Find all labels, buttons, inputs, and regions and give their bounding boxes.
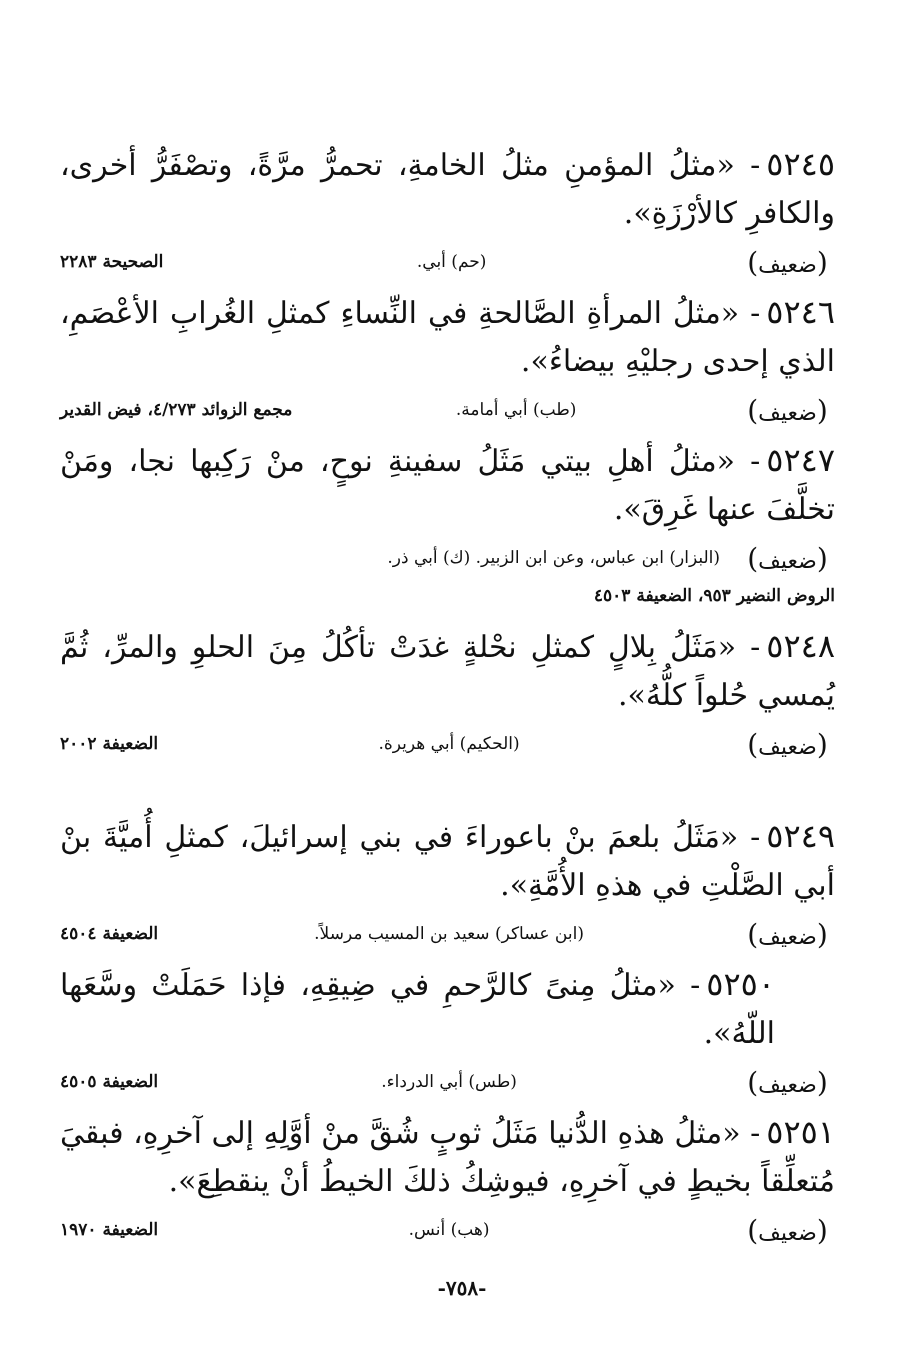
grade-label: (ضعيف) — [747, 917, 828, 951]
citation: (طس) أبي الدرداء. — [381, 1072, 517, 1092]
hadith-text — [60, 812, 835, 910]
hadith-text — [60, 1108, 835, 1206]
hadith-entry-5251 — [60, 1108, 835, 1250]
spacer — [60, 770, 835, 812]
source-line — [60, 538, 835, 578]
citation: (حم) أبي. — [416, 252, 487, 272]
reference: الضعيفة ١٩٧٠ — [60, 1220, 159, 1240]
grade-label: (ضعيف) — [747, 1213, 828, 1247]
reference: الضعيفة ٤٥٠٥ — [60, 1072, 159, 1092]
reference: الضعيفة ٢٠٠٢ — [60, 734, 159, 754]
hadith-text — [60, 622, 835, 720]
reference: الصحيحة ٢٢٨٣ — [60, 252, 164, 272]
reference: الروض النضير ٩٥٣، الضعيفة ٤٥٠٣ — [593, 586, 835, 606]
hadith-entry-5245 — [60, 140, 835, 282]
source-line — [60, 1062, 835, 1102]
hadith-number: ٥٢٤٧ — [766, 441, 835, 479]
hadith-body: - «مثلُ أهلِ بيتي مَثَلُ سفينةِ نوحٍ، منْ رَكِبها نجا، ومَنْ تخلَّفَ عنها غَرِقَ». — [60, 444, 835, 527]
source-line — [60, 724, 835, 764]
reference: الضعيفة ٤٥٠٤ — [60, 924, 159, 944]
hadith-text — [60, 140, 835, 238]
hadith-body: - «مثلُ هذهِ الدُّنيا مَثَلُ ثوبٍ شُقَّ منْ أوَّلِهِ إلى آخرِهِ، فبقيَ مُتعلِّقاً بخيطٍ في آخرِهِ، فيوشِكُ ذلكَ الخيطُ أنْ ينقطِعَ». — [60, 1116, 835, 1199]
citation: (البزار) ابن عباس، وعن ابن الزبير. (ك) أبي ذر. — [387, 548, 720, 568]
hadith-entry-5248 — [60, 622, 835, 764]
grade-label: (ضعيف) — [747, 1065, 828, 1099]
hadith-number: ٥٢٤٥ — [766, 145, 835, 183]
hadith-text — [60, 288, 835, 386]
reference: مجمع الزوائد ٤/٢٧٣، فيض القدير — [60, 400, 293, 420]
hadith-text — [60, 960, 835, 1058]
grade-label: (ضعيف) — [747, 727, 828, 761]
hadith-number: ٥٢٤٩ — [766, 817, 835, 855]
citation: (طب) أبي أمامة. — [455, 400, 577, 420]
source-line — [60, 914, 835, 954]
source-line — [60, 1210, 835, 1250]
source-line — [60, 390, 835, 430]
grade-label: (ضعيف) — [747, 541, 828, 575]
hadith-body: - «مثلُ المؤمنِ مثلُ الخامةِ، تحمرُّ مرَّةً، وتصْفَرُّ أخرى، والكافرِ كالأرْزَةِ». — [60, 148, 835, 231]
hadith-number: ٥٢٤٦ — [766, 293, 835, 331]
citation: (هب) أنس. — [408, 1220, 490, 1240]
page-number: -٧٥٨- — [437, 1276, 487, 1300]
grade-label: (ضعيف) — [747, 245, 828, 279]
hadith-number: ٥٢٤٨ — [766, 627, 835, 665]
hadith-body: - «مَثَلُ بلعمَ بنْ باعوراءَ في بني إسرائيلَ، كمثلِ أُميَّةَ بنْ أبي الصَّلْتِ في هذهِ الأُمَّةِ». — [60, 820, 835, 903]
hadith-number: ٥٢٥١ — [766, 1113, 835, 1151]
hadith-text — [60, 436, 835, 534]
hadith-body: - «مَثَلُ بِلالٍ كمثلِ نحْلةٍ غدَتْ تأكُلُ مِنَ الحلوِ والمرِّ، ثُمَّ يُمسي حُلواً كلُّهُ». — [60, 630, 835, 713]
hadith-entry-5246 — [60, 288, 835, 430]
hadith-entry-5250 — [60, 960, 835, 1102]
grade-label: (ضعيف) — [747, 393, 828, 427]
hadith-body: - «مثلُ المرأةِ الصَّالحةِ في النِّساءِ كمثلِ الغُرابِ الأعْصَمِ، الذي إحدى رجليْهِ بيضاءُ». — [60, 296, 835, 379]
hadith-number: ٥٢٥٠ — [706, 965, 775, 1003]
source-line — [60, 242, 835, 282]
citation: (الحكيم) أبي هريرة. — [378, 734, 520, 754]
hadith-entry-5247 — [60, 436, 835, 614]
hadith-entry-5249 — [60, 812, 835, 954]
hadith-list — [60, 140, 835, 1256]
hadith-body: - «مثلُ مِنىً كالرَّحمِ في ضِيقِهِ، فإذا حَمَلَتْ وسَّعَها اللّهُ». — [60, 968, 775, 1051]
citation: (ابن عساكر) سعيد بن المسيب مرسلاً. — [314, 924, 584, 944]
